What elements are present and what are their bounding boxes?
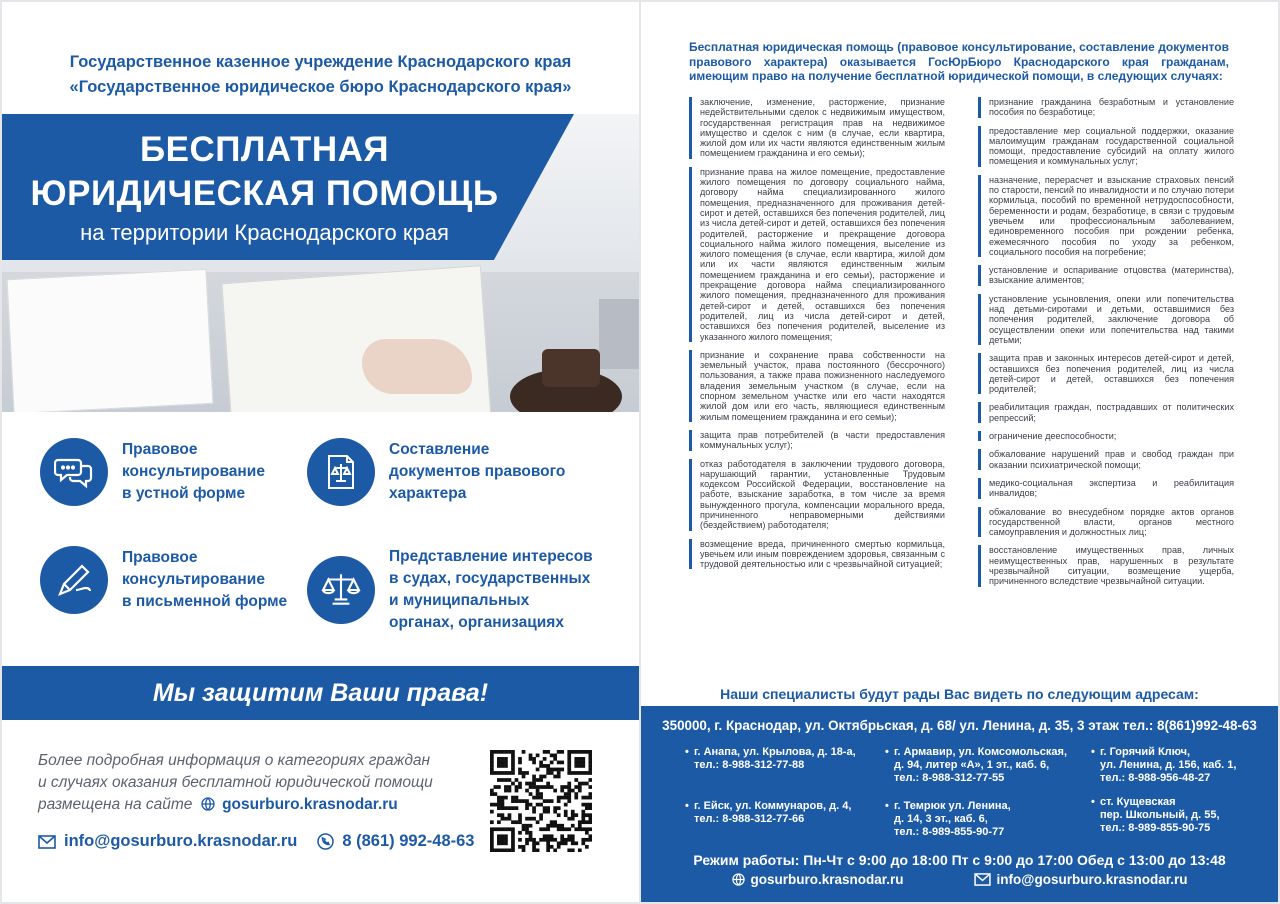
case-item: восстановление имущественных прав, личных неимущественных прав, нарушенных в результате чрезвычайной ситуации, возмещение ущерба, причиненного вследствие чрезвычайной ситуации. — [978, 545, 1234, 586]
case-item: заключение, изменение, расторжение, признание недействительными сделок с недвижимым имуществом, государственная регистрация прав на недвижимое имущество и сделок с ним (в случае, если квартира, жилой дом или их части являются единственным жилым помещением гражданина и его семьи); — [689, 97, 945, 159]
intro-text: Бесплатная юридическая помощь (правовое консультирование, составление документов правового характера) оказывается ГосЮрБюро Краснодарского края гражданам, имеющим право на получение бесплатной юридической помощи, в следующих случаях: — [689, 40, 1229, 83]
case-item: признание гражданина безработным и установление пособия по безработице; — [978, 97, 1234, 118]
case-item: медико-социальная экспертиза и реабилитация инвалидов; — [978, 478, 1234, 499]
website-link[interactable]: gosurburo.krasnodar.ru — [750, 872, 904, 887]
left-panel — [2, 2, 639, 902]
website-link[interactable]: gosurburo.krasnodar.ru — [222, 796, 398, 813]
organization-name — [2, 50, 639, 100]
addresses-band — [641, 706, 1278, 902]
main-office-address: 350000, г. Краснодар, ул. Октябрьская, д. 68/ ул. Ленина, д. 35, 3 этаж тел.: 8(861)992-48-63 — [662, 718, 1257, 733]
org-line-1: Государственное казенное учреждение Краснодарского края — [69, 53, 572, 71]
office-temryuk: • г. Темрюк ул. Ленина, д. 14, 3 эт., каб. 6, тел.: 8-989-855-90-77 — [885, 800, 1011, 838]
case-item: защита прав потребителей (в части предоставления коммунальных услуг); — [689, 430, 945, 451]
bottom-contacts — [641, 872, 1278, 887]
office-eysk: • г. Ейск, ул. Коммунаров, д. 4, тел.: 8-988-312-77-66 — [685, 800, 852, 825]
case-item: предоставление мер социальной поддержки, оказание малоимущим гражданам государственной социальной помощи, предоставление субсидий на оплату жилого помещения и коммунальных услуг; — [978, 126, 1234, 167]
document-scales-icon — [307, 438, 375, 506]
service-document-drafting — [307, 438, 565, 506]
phone-icon — [317, 833, 334, 850]
scales-of-justice-icon — [307, 556, 375, 624]
working-hours: Режим работы: Пн-Чт с 9:00 до 18:00 Пт с 9:00 до 17:00 Обед с 13:00 до 13:48 — [693, 852, 1226, 868]
globe-icon — [732, 873, 745, 886]
right-panel — [641, 2, 1278, 902]
cases-column-1 — [689, 97, 945, 577]
office-anapa: • г. Анапа, ул. Крылова, д. 18-а, тел.: 8-988-312-77-88 — [685, 746, 856, 771]
case-item: признание права на жилое помещение, предоставление жилого помещения по договору социального найма, договору найма специализированного жилого помещения, предназначенного для проживания детей-сирот и детей, оставшихся без попечения родителей, лиц из числа детей-сирот и детей, оставшихся без попечения родителей, расторжение и прекращение договора социального найма жилого помещения, выселение из жилого помещения (в случае, если квартира, жилой дом или их части являются единственным жилым помещением гражданина и его семьи), расторжение и прекращение договора найма специализированного жилого помещения, предназначенного для проживания детей-сирот и детей, оставшихся без попечения родителей, лиц из числа детей-сирот и детей, оставшихся без попечения родителей, выселение из указанного жилого помещения; — [689, 167, 945, 342]
service-court-representation — [307, 546, 593, 634]
info-text: Более подробная информация о категориях граждан и случаях оказания бесплатной юридической помощи размещена на сайте gosurburo.krasnodar.ru — [38, 750, 488, 818]
case-item: возмещение вреда, причиненного смертью кормильца, увечьем или иным повреждением здоровья, связанным с трудовой деятельностью или с чрезвычайной ситуацией; — [689, 539, 945, 570]
case-item: отказ работодателя в заключении трудового договора, нарушающий гарантии, установленные Трудовым кодексом Российской Федерации, восстановление на работе, взыскание заработка, в том числе за время вынужденного прогула, компенсации морального вреда, причиненного неправомерными действиями (бездействием) работодателя; — [689, 459, 945, 531]
chat-bubbles-icon — [40, 438, 108, 506]
qr-code[interactable] — [490, 750, 592, 852]
email-link[interactable]: info@gosurburo.krasnodar.ru — [996, 872, 1188, 887]
banner-title-line-2: ЮРИДИЧЕСКАЯ ПОМОЩЬ — [30, 174, 499, 213]
service-label: Правовое консультирование в устной форме — [122, 441, 265, 502]
service-label: Составление документов правового характера — [389, 441, 566, 502]
office-armavir: • г. Армавир, ул. Комсомольская, д. 94, литер «А», 1 эт., каб. 6, тел.: 8-988-312-77-55 — [885, 746, 1068, 784]
mail-icon — [38, 835, 56, 849]
office-kushchevskaya: • ст. Кущевская пер. Школьный, д. 55, тел.: 8-989-855-90-75 — [1091, 796, 1220, 834]
case-item: защита прав и законных интересов детей-сирот и детей, оставшихся без попечения родителей, лиц из числа детей-сирот и детей, оставшихся без попечения родителей; — [978, 353, 1234, 394]
case-item: реабилитация граждан, пострадавших от политических репрессий; — [978, 402, 1234, 423]
slogan-band: Мы защитим Ваши права! — [2, 666, 639, 720]
service-label: Правовое консультирование в письменной форме — [122, 549, 288, 610]
writing-hand-icon — [40, 546, 108, 614]
banner-subtitle: на территории Краснодарского края — [80, 220, 449, 245]
contact-row — [38, 832, 474, 851]
addresses-heading: Наши специалисты будут рады Вас видеть по следующим адресам: — [720, 686, 1199, 702]
case-item: обжалование во внесудебном порядке актов органов государственной власти, органов местного самоуправления и должностных лиц; — [978, 507, 1234, 538]
mail-icon — [974, 873, 991, 886]
case-item: признание и сохранение права собственности на земельный участок, права постоянного (бессрочного) пользования, а также права пожизненного наследуемого владения земельным участком (в случае, если на спорном земельном участке или его части находятся жилой дом или его часть, являющиеся единственным жилым помещением гражданина и его семьи); — [689, 350, 945, 422]
case-item: назначение, перерасчет и взыскание страховых пенсий по старости, пенсий по инвалидности и по случаю потери кормильца, пособий по временной нетрудоспособности, беременности и родам, безработице, в связи с трудовым увечьем или профессиональным заболеванием, единовременного пособия при рождении ребенка, ежемесячного пособия по уходу за ребенком, социального пособия на погребение; — [978, 175, 1234, 257]
phone-number[interactable]: 8 (861) 992-48-63 — [342, 832, 475, 850]
banner-title-line-1: БЕСПЛАТНАЯ — [139, 130, 390, 169]
cases-column-2 — [978, 97, 1234, 595]
globe-icon — [201, 796, 215, 818]
case-item: установление и оспаривание отцовства (материнства), взыскание алиментов; — [978, 265, 1234, 286]
email-link[interactable]: info@gosurburo.krasnodar.ru — [64, 832, 298, 850]
case-item: ограничение дееспособности; — [978, 431, 1234, 441]
case-item: установление усыновления, опеки или попечительства над детьми-сиротами и детьми, оставшимися без попечения родителей, заключение договора об осуществлении опеки или попечительства над такими детьми; — [978, 294, 1234, 345]
service-label: Представление интересов в судах, государственных и муниципальных органах, организациях — [389, 548, 593, 631]
service-written-consulting — [40, 546, 287, 614]
case-item: обжалование нарушений прав и свобод граждан при оказании психиатрической помощи; — [978, 449, 1234, 470]
office-goryachiy-klyuch: • г. Горячий Ключ, ул. Ленина, д. 156, каб. 1, тел.: 8-988-956-48-27 — [1091, 746, 1237, 784]
org-line-2: «Государственное юридическое бюро Краснодарского края» — [69, 78, 572, 96]
service-oral-consulting — [40, 438, 265, 506]
